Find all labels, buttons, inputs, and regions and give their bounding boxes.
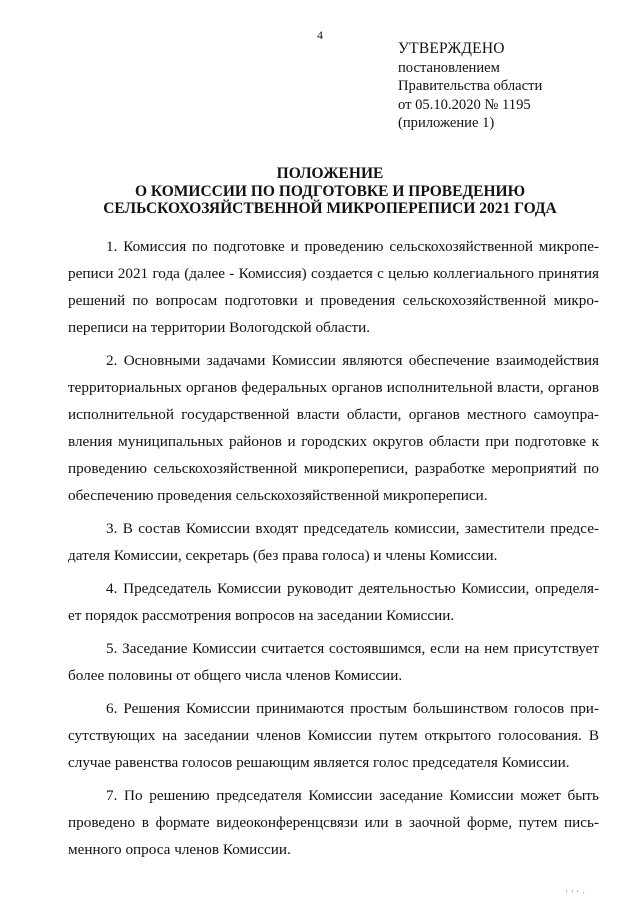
paragraph-line: 2. Основными задачами Комиссии являются обеспечение взаимодействия (106, 352, 599, 369)
paragraph-line: проведено в формате видеоконференцсвязи или в заочной форме, путем пись- (68, 814, 599, 831)
paragraph-6 (68, 695, 599, 776)
paragraph-line: реписи 2021 года (далее - Комиссия) создается с целью коллегиального принятия (68, 265, 599, 282)
paragraph-line: менного опроса членов Комиссии. (68, 841, 291, 858)
paragraph-5 (68, 635, 599, 689)
paragraph-line: исполнительной государственной власти области, органов местного самоупра- (68, 406, 599, 423)
document-title (60, 165, 600, 218)
paragraph-7 (68, 782, 599, 863)
approval-line: постановлением (398, 59, 500, 76)
title-line: СЕЛЬСКОХОЗЯЙСТВЕННОЙ МИКРОПЕРЕПИСИ 2021 ГОДА (103, 200, 557, 217)
paragraph-2 (68, 347, 599, 509)
document-body (68, 233, 599, 869)
paragraph-line: сутствующих на заседании членов Комиссии путем открытого голосования. В (68, 727, 599, 744)
title-line: О КОМИССИИ ПО ПОДГОТОВКЕ И ПРОВЕДЕНИЮ (134, 182, 526, 200)
footer-mark: ' ' ' · (566, 889, 586, 898)
paragraph-line: проведению сельскохозяйственной микропереписи, разработке мероприятий по (68, 460, 599, 477)
paragraph-4 (68, 575, 599, 629)
paragraph-1 (68, 233, 599, 341)
paragraph-line: решений по вопросам подготовки и проведения сельскохозяйственной микро- (68, 292, 599, 309)
title-line: ПОЛОЖЕНИЕ (276, 165, 384, 182)
paragraph-line: переписи на территории Вологодской области. (68, 319, 371, 336)
paragraph-line: вления муниципальных районов и городских округов области при подготовке к (68, 433, 599, 450)
approval-line: от 05.10.2020 № 1195 (398, 96, 531, 113)
paragraph-line: ет порядок рассмотрения вопросов на заседании Комиссии. (68, 607, 455, 624)
approval-stamp: УТВЕРЖДЕНО (398, 40, 505, 57)
paragraph-line: более половины от общего числа членов Комиссии. (68, 667, 403, 684)
paragraph-line: обеспечению проведения сельскохозяйственной микропереписи. (68, 487, 488, 504)
approval-line: (приложение 1) (398, 115, 495, 131)
paragraph-3 (68, 515, 599, 569)
paragraph-line: 7. По решению председателя Комиссии заседание Комиссии может быть (106, 787, 599, 804)
approval-block (398, 40, 542, 133)
paragraph-line: 6. Решения Комиссии принимаются простым большинством голосов при- (106, 700, 599, 717)
paragraph-line: 4. Председатель Комиссии руководит деятельностью Комиссии, определя- (106, 580, 599, 597)
paragraph-line: случае равенства голосов решающим является голос председателя Комиссии. (68, 754, 570, 771)
paragraph-line: 5. Заседание Комиссии считается состоявшимся, если на нем присутствует (106, 640, 599, 657)
paragraph-line: дателя Комиссии, секретарь (без права голоса) и члены Комиссии. (68, 547, 498, 564)
approval-line: Правительства области (398, 78, 543, 94)
page-number: 4 (317, 28, 323, 42)
paragraph-line: 1. Комиссия по подготовке и проведению сельскохозяйственной микропе- (106, 238, 599, 255)
paragraph-line: территориальных органов федеральных органов исполнительной власти, органов (68, 379, 599, 396)
paragraph-line: 3. В состав Комиссии входят председатель комиссии, заместители предсе- (106, 520, 599, 537)
